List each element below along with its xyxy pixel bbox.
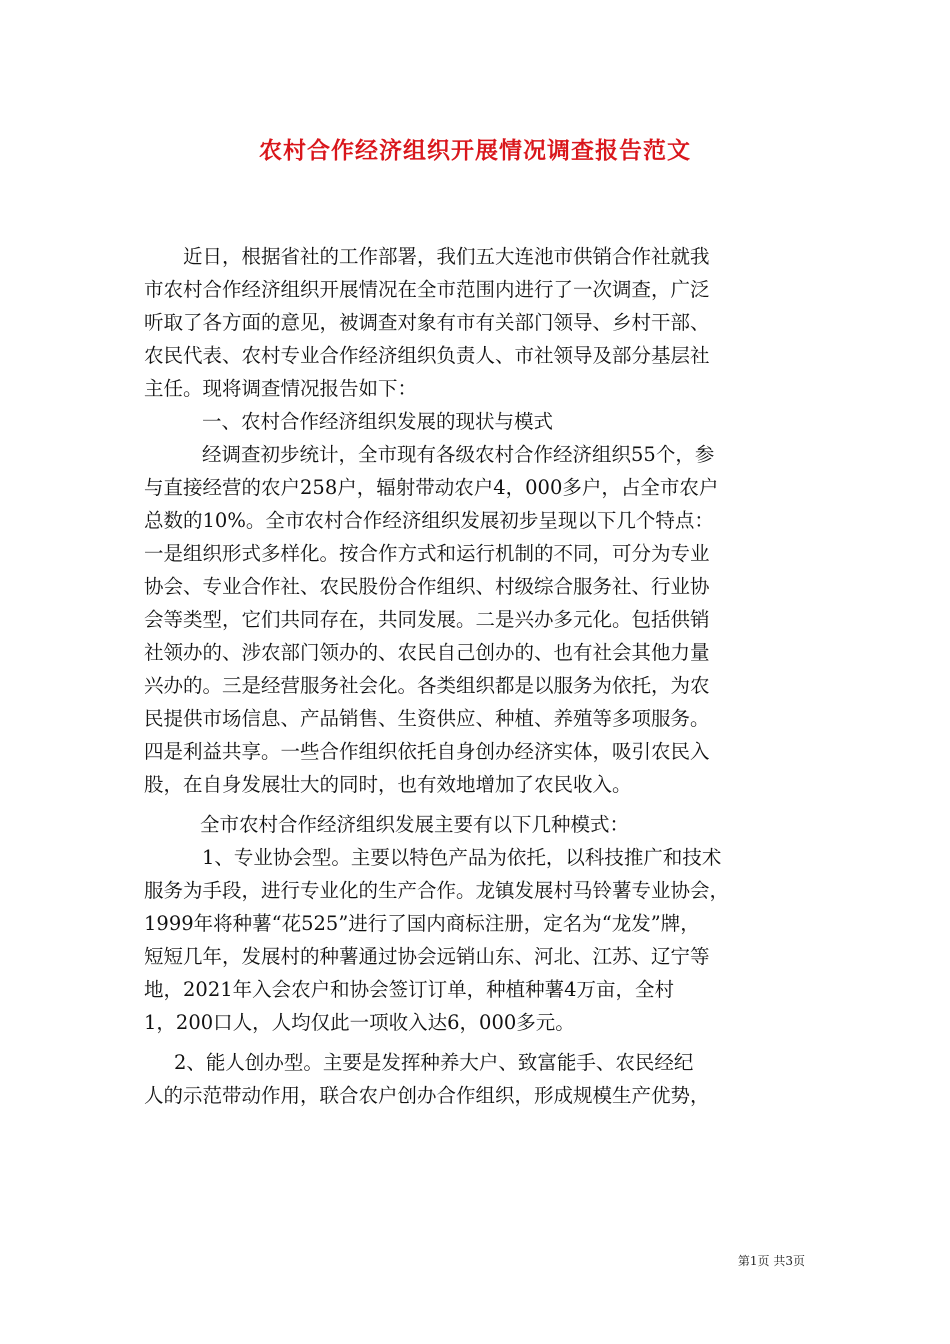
paragraph-line: 1999年将种薯“花525”进行了国内商标注册，定名为“龙发”牌， [144,912,700,935]
paragraph-line: 近日，根据省社的工作部署，我们五大连池市供销合作社就我 [183,245,710,268]
paragraph-line: 听取了各方面的意见，被调查对象有市有关部门领导、乡村干部、 [144,311,710,334]
paragraph-line: 市农村合作经济组织开展情况在全市范围内进行了一次调查，广泛 [144,278,710,301]
paragraph-line: 与直接经营的农户258户，辐射带动农户4，000多户，占全市农户 [144,476,719,499]
paragraph-line: 会等类型，它们共同存在，共同发展。二是兴办多元化。包括供销 [144,608,710,631]
paragraph-line: 协会、专业合作社、农民股份合作组织、村级综合服务社、行业协 [144,575,710,598]
paragraph-line: 总数的10%。全市农村合作经济组织发展初步呈现以下几个特点： [144,509,714,532]
paragraph-line: 短短几年，发展村的种薯通过协会远销山东、河北、江苏、辽宁等 [144,945,710,968]
paragraph-line: 四是利益共享。一些合作组织依托自身创办经济实体，吸引农民入 [144,740,710,763]
section-heading: 一、农村合作经济组织发展的现状与模式 [202,410,554,433]
paragraph-line: 民提供市场信息、产品销售、生资供应、种植、养殖等多项服务。 [144,707,710,730]
paragraph-line: 地，2021年入会农户和协会签订订单，种植种薯4万亩，全村 [144,978,675,1001]
paragraph-line: 1，200口人，人均仅此一项收入达6，000多元。 [144,1011,575,1034]
paragraph-line: 全市农村合作经济组织发展主要有以下几种模式： [200,813,630,836]
paragraph-gap [144,1039,806,1046]
paragraph-line: 服务为手段，进行专业化的生产合作。龙镇发展村马铃薯专业协会， [144,879,730,902]
paragraph-line: 兴办的。三是经营服务社会化。各类组织都是以服务为依托，为农 [144,674,710,697]
paragraph-line: 股，在自身发展壮大的同时，也有效地增加了农民收入。 [144,773,632,796]
document-body [144,240,806,1112]
paragraph-line: 社领办的、涉农部门领办的、农民自己创办的、也有社会其他力量 [144,641,710,664]
paragraph-line: 一是组织形式多样化。按合作方式和运行机制的不同，可分为专业 [144,542,710,565]
paragraph-line: 1、专业协会型。主要以特色产品为依托，以科技推广和技术 [202,846,722,869]
page-number: 第1页 共3页 [737,1254,805,1268]
paragraph-line: 2、能人创办型。主要是发挥种养大户、致富能手、农民经纪 [174,1051,694,1074]
paragraph-gap [144,801,806,808]
paragraph-line: 农民代表、农村专业合作经济组织负责人、市社领导及部分基层社 [144,344,710,367]
paragraph-line: 人的示范带动作用，联合农户创办合作组织，形成规模生产优势， [144,1084,710,1107]
paragraph-line: 主任。现将调查情况报告如下： [144,377,418,400]
paragraph-line: 经调查初步统计，全市现有各级农村合作经济组织55个，参 [202,443,715,466]
document-title: 农村合作经济组织开展情况调查报告范文 [259,137,691,164]
